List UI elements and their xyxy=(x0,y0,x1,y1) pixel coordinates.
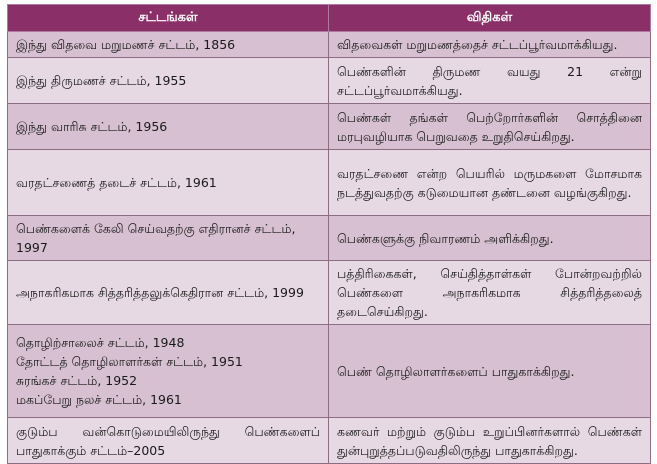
table-header-row xyxy=(8,5,651,32)
header-rules: விதிகள் xyxy=(329,5,651,32)
table-row xyxy=(8,418,651,464)
table-row xyxy=(8,58,651,104)
act-cell xyxy=(8,32,329,58)
rule-cell: கணவர் மற்றும் குடும்ப உறுப்பினர்களால் பெண்கள் துன்புறுத்தப்படுவதிலிருந்து பாதுகாக்கிறது. xyxy=(329,418,651,464)
act-line: மகப்பேறு நலச் சட்டம், 1961 xyxy=(16,392,182,407)
table-row xyxy=(8,32,651,58)
act-line: இந்து வாரிசு சட்டம், 1956 xyxy=(16,119,168,134)
act-line: பெண்களைக் கேலி செய்வதற்கு எதிரானச் சட்டம், 1997 xyxy=(16,221,296,255)
act-cell: அநாகரிகமாக சித்தரித்தலுக்கெதிரான சட்டம், 1999 xyxy=(8,261,329,325)
act-cell xyxy=(8,150,329,216)
act-cell: குடும்ப வன்கொடுமையிலிருந்து பெண்களைப் பாதுகாக்கும் சட்டம்–2005 xyxy=(8,418,329,464)
rule-cell: பத்திரிகைகள், செய்தித்தாள்கள் போன்றவற்றில் பெண்களை அநாகரிகமாக சித்தரித்தலைத் தடைசெய்கிறது. xyxy=(329,261,651,325)
act-cell xyxy=(8,325,329,418)
table-row xyxy=(8,261,651,325)
act-line: இந்து திருமணச் சட்டம், 1955 xyxy=(16,73,187,88)
act-line: தொழிற்சாலைச் சட்டம், 1948 xyxy=(16,335,185,350)
act-line: தோட்டத் தொழிலாளர்கள் சட்டம், 1951 xyxy=(16,354,243,369)
act-line: வரதட்சணைத் தடைச் சட்டம், 1961 xyxy=(16,175,217,190)
act-cell xyxy=(8,216,329,261)
act-cell xyxy=(8,58,329,104)
act-line: இந்து விதவை மறுமணச் சட்டம், 1856 xyxy=(16,37,236,52)
rule-cell: பெண்களின் திருமண வயது 21 என்று சட்டப்பூர்வமாக்கியது. xyxy=(329,58,651,104)
table-row xyxy=(8,325,651,418)
rule-cell: வரதட்சணை என்ற பெயரில் மருமகளை மோசமாக நடத்துவதற்கு கடுமையான தண்டனை வழங்குகிறது. xyxy=(329,150,651,216)
acts-table-container xyxy=(7,4,650,459)
act-cell xyxy=(8,104,329,150)
act-line: சுரங்கச் சட்டம், 1952 xyxy=(16,373,138,388)
table-row xyxy=(8,104,651,150)
table-row xyxy=(8,216,651,261)
rule-cell: பெண் தொழிலாளர்களைப் பாதுகாக்கிறது. xyxy=(329,325,651,418)
rule-cell: பெண்களுக்கு நிவாரணம் அளிக்கிறது. xyxy=(329,216,651,261)
women-rights-acts-table xyxy=(7,4,651,464)
rule-cell: பெண்கள் தங்கள் பெற்றோர்களின் சொத்தினை மரபுவழியாக பெறுவதை உறுதிசெய்கிறது. xyxy=(329,104,651,150)
table-row xyxy=(8,150,651,216)
header-acts: சட்டங்கள் xyxy=(8,5,329,32)
rule-cell: விதவைகள் மறுமணத்தைச் சட்டப்பூர்வமாக்கியது. xyxy=(329,32,651,58)
